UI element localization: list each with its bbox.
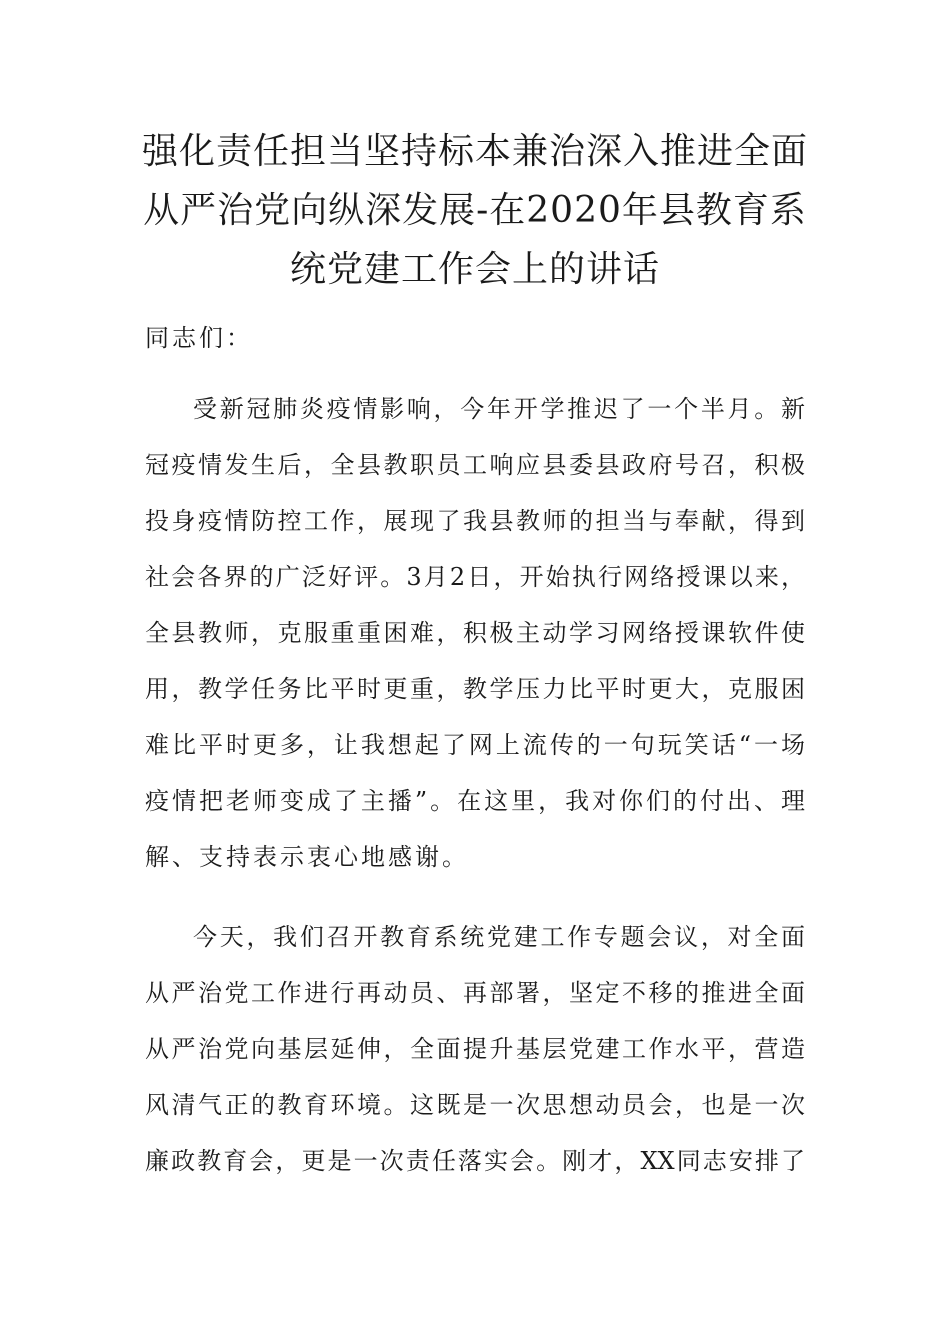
paragraph-1-line: 难比平时更多，让我想起了网上流传的一句玩笑话“一场 <box>145 731 805 759</box>
paragraph-2-line: 今天，我们召开教育系统党建工作专题会议，对全面 <box>193 923 805 951</box>
document-title <box>140 122 810 299</box>
paragraph-1-line: 社会各界的广泛好评。3月2日，开始执行网络授课以来， <box>145 563 805 591</box>
title-line-2: 从严治党向纵深发展-在2020年县教育系 <box>143 190 807 231</box>
paragraph-2-line: 从严治党工作进行再动员、再部署，坚定不移的推进全面 <box>145 979 805 1007</box>
salutation: 同志们： <box>145 324 253 352</box>
paragraph-2-line: 从严治党向基层延伸，全面提升基层党建工作水平，营造 <box>145 1035 805 1063</box>
paragraph-1-line: 冠疫情发生后，全县教职员工响应县委县政府号召，积极 <box>145 451 805 479</box>
paragraph-1-line: 疫情把老师变成了主播”。在这里，我对你们的付出、理 <box>145 787 805 815</box>
paragraph-1-line: 全县教师，克服重重困难，积极主动学习网络授课软件使 <box>145 619 805 647</box>
paragraph-1-line: 投身疫情防控工作，展现了我县教师的担当与奉献，得到 <box>145 507 805 535</box>
paragraph-2-line: 风清气正的教育环境。这既是一次思想动员会，也是一次 <box>145 1091 805 1119</box>
paragraph-1-line: 用，教学任务比平时更重，教学压力比平时更大，克服困 <box>145 675 805 703</box>
paragraph-2-line: 廉政教育会，更是一次责任落实会。刚才，XX同志安排了 <box>145 1147 805 1175</box>
title-line-3: 统党建工作会上的讲话 <box>289 249 660 290</box>
paragraph-1-line: 解、支持表示衷心地感谢。 <box>145 843 469 871</box>
title-line-1: 强化责任担当坚持标本兼治深入推进全面 <box>141 131 808 172</box>
paragraph-1-line: 受新冠肺炎疫情影响，今年开学推迟了一个半月。新 <box>193 395 805 423</box>
